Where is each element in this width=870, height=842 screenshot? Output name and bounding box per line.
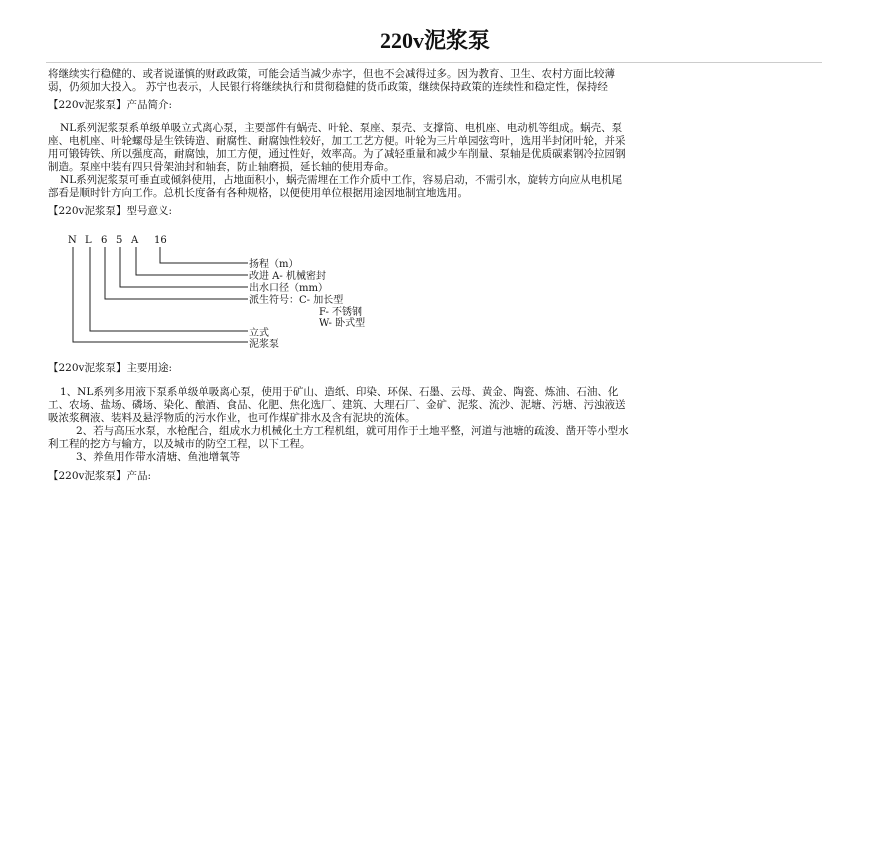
model-diagram (40, 225, 440, 355)
section-heading: 【220v泥浆泵】产品: (48, 470, 152, 482)
section-heading: 【220v泥浆泵】主要用途: (48, 362, 173, 374)
code-6: 6 (101, 235, 108, 246)
intro-paragraph (48, 68, 828, 94)
text-line: 工、农场、盐场、磷场、染化、酿酒、食品、化肥、焦化选厂、建筑、大理石厂、金矿、泥浆、流沙、泥塘、污塘、污浊液送 (48, 399, 626, 411)
label-stainless: F- 不锈钢 (319, 307, 363, 318)
text-line: 2、若与高压水泵，水枪配合，组成水力机械化土方工程机组，就可用作于土地平整，河道与池塘的疏浚、凿开等小型水 (76, 425, 629, 437)
section-heading: 【220v泥浆泵】产品简介: (48, 99, 173, 111)
code-16: 16 (154, 235, 167, 246)
text-line: 将继续实行稳健的、或者说谨慎的财政政策，可能会适当减少赤字，但也不会减得过多。因为教育、卫生、农村方面比较薄 (48, 68, 615, 80)
main-uses (48, 386, 828, 464)
code-l: L (85, 235, 92, 246)
divider (46, 62, 822, 63)
text-line: NL系列泥浆泵系单级单吸立式离心泵，主要部件有蜗壳、叶轮、泵座、泵壳、支撑筒、电机座、电动机等组成。蜗壳、泵 (60, 122, 623, 134)
text-line: 1、NL系列多用液下泵系单级单吸离心泵，使用于矿山、造纸、印染、环保、石墨、云母、黄金、陶瓷、炼油、石油、化 (60, 386, 619, 398)
text-line: 用可锻铸铁、所以强度高，耐腐蚀，加工方便，通过性好，效率高。为了减轻重量和减少车削量、泵轴是优质碳素钢冷拉园钢 (48, 148, 626, 160)
page-title: 220v泥浆泵 (379, 28, 490, 53)
code-n: N (68, 235, 77, 246)
label-outlet: 出水口径（mm） (249, 283, 328, 294)
text-line: 弱，仍须加大投入。 苏宁也表示，人民银行将继续执行和贯彻稳健的货币政策，继续保持政策的连续性和稳定性，保持经 (48, 81, 608, 93)
text-line: 吸浓浆稠液、装料及悬浮物质的污水作业，也可作煤矿排水及含有泥块的流体。 (48, 412, 416, 424)
label-vertical: 立式 (249, 328, 269, 339)
product-intro (48, 122, 828, 200)
text-line: 3、养鱼用作带水清塘、鱼池增氧等 (76, 451, 241, 463)
label-head: 扬程（m） (249, 259, 299, 270)
text-line: 部看是顺时针方向工作。总机长度备有各种规格，以便使用单位根据用途因地制宜地选用。 (48, 187, 468, 199)
text-line: 座、电机座、叶轮螺母是生铁铸造、耐腐性、耐腐蚀性较好，加工工艺方便。叶轮为三片单园弦弯叶，选用半封闭叶轮，并采 (48, 135, 626, 147)
label-horizontal: W- 卧式型 (319, 318, 366, 329)
label-improve: 改进 A- 机械密封 (249, 271, 326, 282)
code-5: 5 (116, 235, 123, 246)
section-heading: 【220v泥浆泵】型号意义: (48, 205, 173, 217)
text-line: NL系列泥浆泵可垂直或倾斜使用，占地面积小，蜗壳需埋在工作介质中工作，容易启动，不需引水，旋转方向应从电机尾 (60, 174, 623, 186)
label-derived: 派生符号：C- 加长型 (249, 295, 344, 306)
code-a: A (131, 235, 139, 246)
label-mud-pump: 泥浆泵 (249, 339, 279, 350)
text-line: 制造。泵座中装有四只骨架油封和轴套，防止轴磨损，延长轴的使用寿命。 (48, 161, 395, 173)
text-line: 利工程的挖方与输方，以及城市的防空工程，以下工程。 (48, 438, 311, 450)
